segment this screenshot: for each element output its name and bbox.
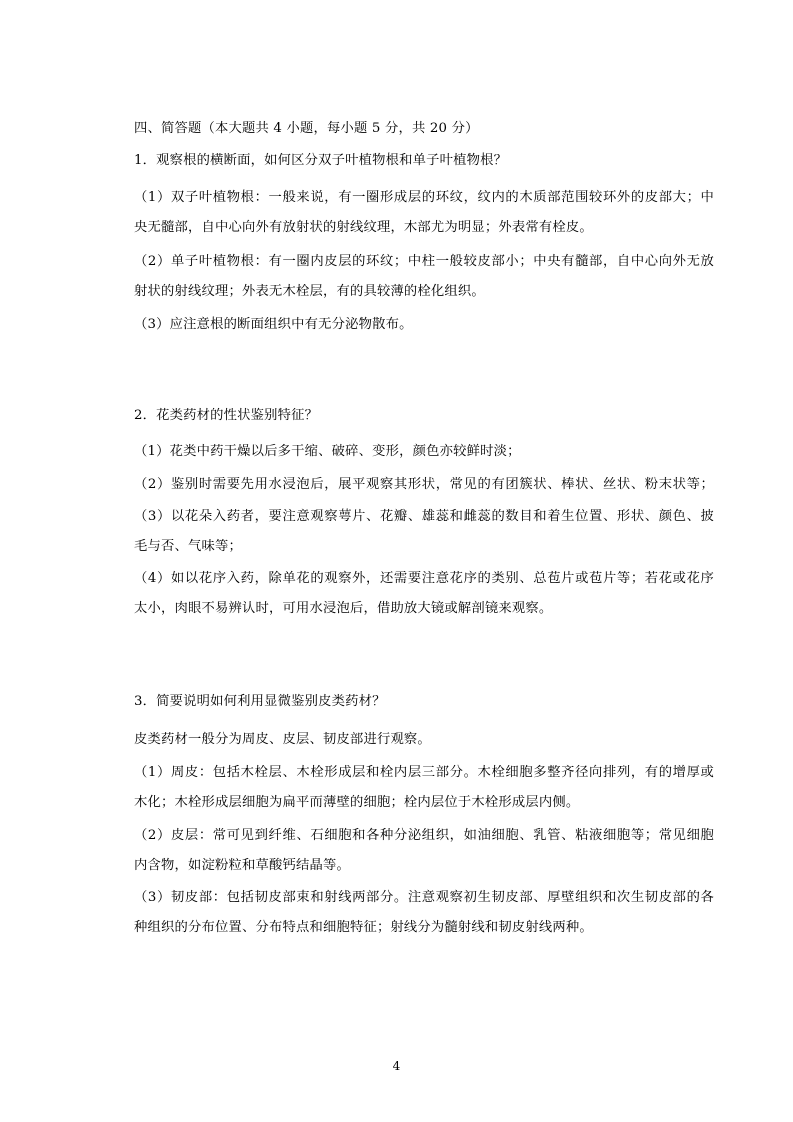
question-2-line-2: （2）鉴别时需要先用水浸泡后，展平观察其形状，常见的有团簇状、棒状、丝状、粉末状等；: [134, 477, 714, 492]
question-1-line-5: （3）应注意根的断面组织中有无分泌物散布。: [134, 317, 413, 332]
question-2-line-6: 太小，肉眼不易辨认时，可用水浸泡后，借助放大镜或解剖镜来观察。: [134, 601, 553, 616]
question-3-line-2: （1）周皮：包括木栓层、木栓形成层和栓内层三部分。木栓细胞多整齐径向排列，有的增厚或: [134, 765, 714, 780]
question-3-line-5: 内含物，如淀粉粒和草酸钙结晶等。: [134, 858, 350, 873]
question-3-line-6: （3）韧皮部：包括韧皮部束和射线两部分。注意观察初生韧皮部、厚壁组织和次生韧皮部的各: [134, 890, 714, 905]
question-1-line-3: （2）单子叶植物根：有一圈内皮层的环纹；中柱一般较皮部小；中央有髓部，自中心向外无放: [134, 254, 714, 269]
question-3-line-1: 皮类药材一般分为周皮、皮层、韧皮部进行观察。: [134, 732, 431, 747]
question-3-title: 3．简要说明如何利用显微鉴别皮类药材？: [134, 694, 386, 709]
question-2-line-1: （1）花类中药干燥以后多干缩、破碎、变形，颜色亦较鲜时淡；: [134, 444, 521, 459]
question-3-line-4: （2）皮层：常可见到纤维、石细胞和各种分泌组织，如油细胞、乳管、粘液细胞等；常见细胞: [134, 828, 714, 843]
question-1-line-1: （1）双子叶植物根：一般来说，有一圈形成层的环纹，纹内的木质部范围较环外的皮部大；中: [134, 190, 714, 205]
section-heading: 四、简答题（本大题共 4 小题，每小题 5 分，共 20 分）: [134, 121, 479, 136]
question-3-line-7: 种组织的分布位置、分布特点和细胞特征；射线分为髓射线和韧皮射线两种。: [134, 920, 593, 935]
question-2-line-3: （3）以花朵入药者，要注意观察萼片、花瓣、雄蕊和雌蕊的数目和着生位置、形状、颜色、披: [134, 509, 714, 524]
page-number: 4: [392, 1059, 401, 1073]
question-3-line-3: 木化；木栓形成层细胞为扁平而薄壁的细胞；栓内层位于木栓形成层内侧。: [134, 795, 580, 810]
question-2-line-5: （4）如以花序入药，除单花的观察外，还需要注意花序的类别、总苞片或苞片等；若花或花序: [134, 571, 714, 586]
question-2-title: 2．花类药材的性状鉴别特征？: [134, 408, 319, 423]
question-2-line-4: 毛与否、气味等；: [134, 539, 242, 554]
question-1-line-4: 射状的射线纹理；外表无木栓层，有的具较薄的栓化组织。: [134, 284, 485, 299]
question-1-line-2: 央无髓部，自中心向外有放射状的射线纹理，木部尤为明显；外表常有栓皮。: [134, 220, 593, 235]
question-1-title: 1．观察根的横断面，如何区分双子叶植物根和单子叶植物根？: [134, 153, 508, 168]
